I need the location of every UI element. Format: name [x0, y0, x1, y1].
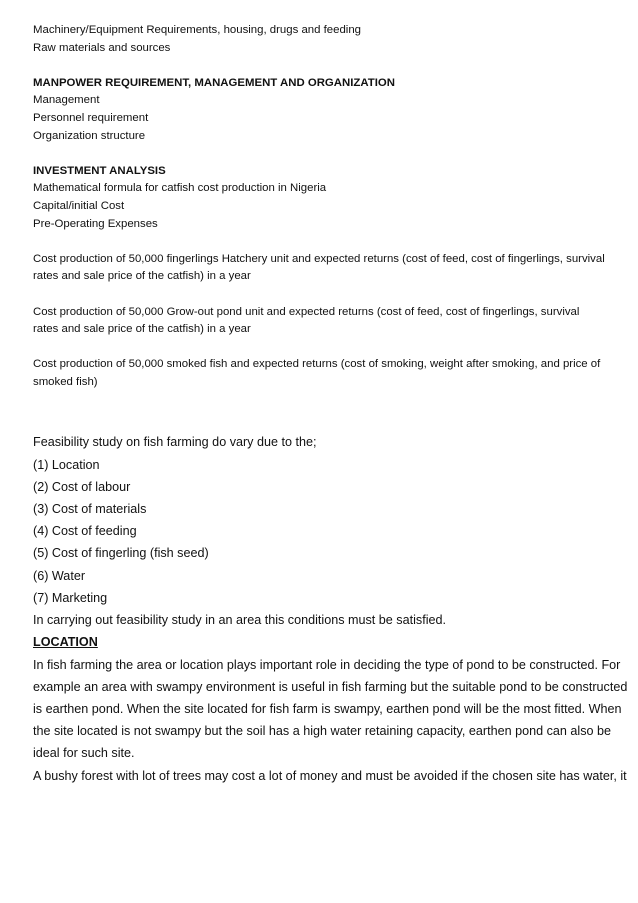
list-item: Personnel requirement — [33, 111, 149, 124]
text-line: rates and sale price of the catfish) in a year — [33, 323, 251, 336]
text-line: Cost production of 50,000 smoked fish and expected returns (cost of smoking, weight after smoking, and price of — [33, 358, 601, 371]
list-item: (5) Cost of fingerling (fish seed) — [33, 546, 209, 561]
feasibility-section — [33, 431, 608, 631]
list-item: Organization structure — [33, 129, 146, 142]
section-heading: MANPOWER REQUIREMENT, MANAGEMENT AND ORGANIZATION — [33, 76, 395, 89]
document-page — [33, 22, 628, 787]
text-line: the site located is not swampy but the soil has a high water retaining capacity, earthen pond can also be — [33, 724, 612, 739]
cost-paragraph — [33, 356, 608, 391]
section-heading: INVESTMENT ANALYSIS — [33, 164, 166, 177]
list-item: Mathematical formula for catfish cost production in Nigeria — [33, 182, 327, 195]
manpower-section — [33, 75, 608, 145]
section-heading: LOCATION — [33, 635, 98, 650]
location-section — [33, 631, 628, 786]
text-line: Cost production of 50,000 Grow-out pond unit and expected returns (cost of feed, cost of fingerlings, survival — [33, 305, 580, 318]
list-item: (3) Cost of materials — [33, 502, 147, 517]
text-line: example an area with swampy environment is useful in fish farming but the suitable pond to be constructed — [33, 679, 628, 694]
list-item: (4) Cost of feeding — [33, 524, 137, 539]
text-line: Cost production of 50,000 fingerlings Hatchery unit and expected returns (cost of feed, cost of fingerlings, survival — [33, 252, 605, 265]
list-item: (6) Water — [33, 568, 86, 583]
investment-section — [33, 163, 608, 233]
cost-paragraph — [33, 304, 608, 339]
list-item: Capital/initial Cost — [33, 199, 125, 212]
text-line: In fish farming the area or location plays important role in deciding the type of pond to be constructed. For — [33, 657, 621, 672]
text-line: Feasibility study on fish farming do vary due to the; — [33, 435, 317, 450]
cost-paragraph — [33, 251, 608, 286]
text-line: rates and sale price of the catfish) in a year — [33, 270, 251, 283]
list-item: (1) Location — [33, 457, 100, 472]
text-line: Raw materials and sources — [33, 41, 171, 54]
list-item: Management — [33, 94, 100, 107]
text-line: A bushy forest with lot of trees may cost a lot of money and must be avoided if the chosen site has water, it — [33, 768, 627, 783]
text-line: Machinery/Equipment Requirements, housing, drugs and feeding — [33, 24, 361, 36]
text-line: is earthen pond. When the site located for fish farm is swampy, earthen pond will be the most fitted. When — [33, 701, 622, 716]
list-item: (7) Marketing — [33, 590, 108, 605]
text-line: smoked fish) — [33, 375, 98, 388]
list-item: (2) Cost of labour — [33, 479, 131, 494]
text-line: In carrying out feasibility study in an area this conditions must be satisfied. — [33, 613, 447, 628]
text-line: ideal for such site. — [33, 746, 135, 761]
list-item: Pre-Operating Expenses — [33, 217, 158, 230]
top-lines — [33, 22, 608, 57]
